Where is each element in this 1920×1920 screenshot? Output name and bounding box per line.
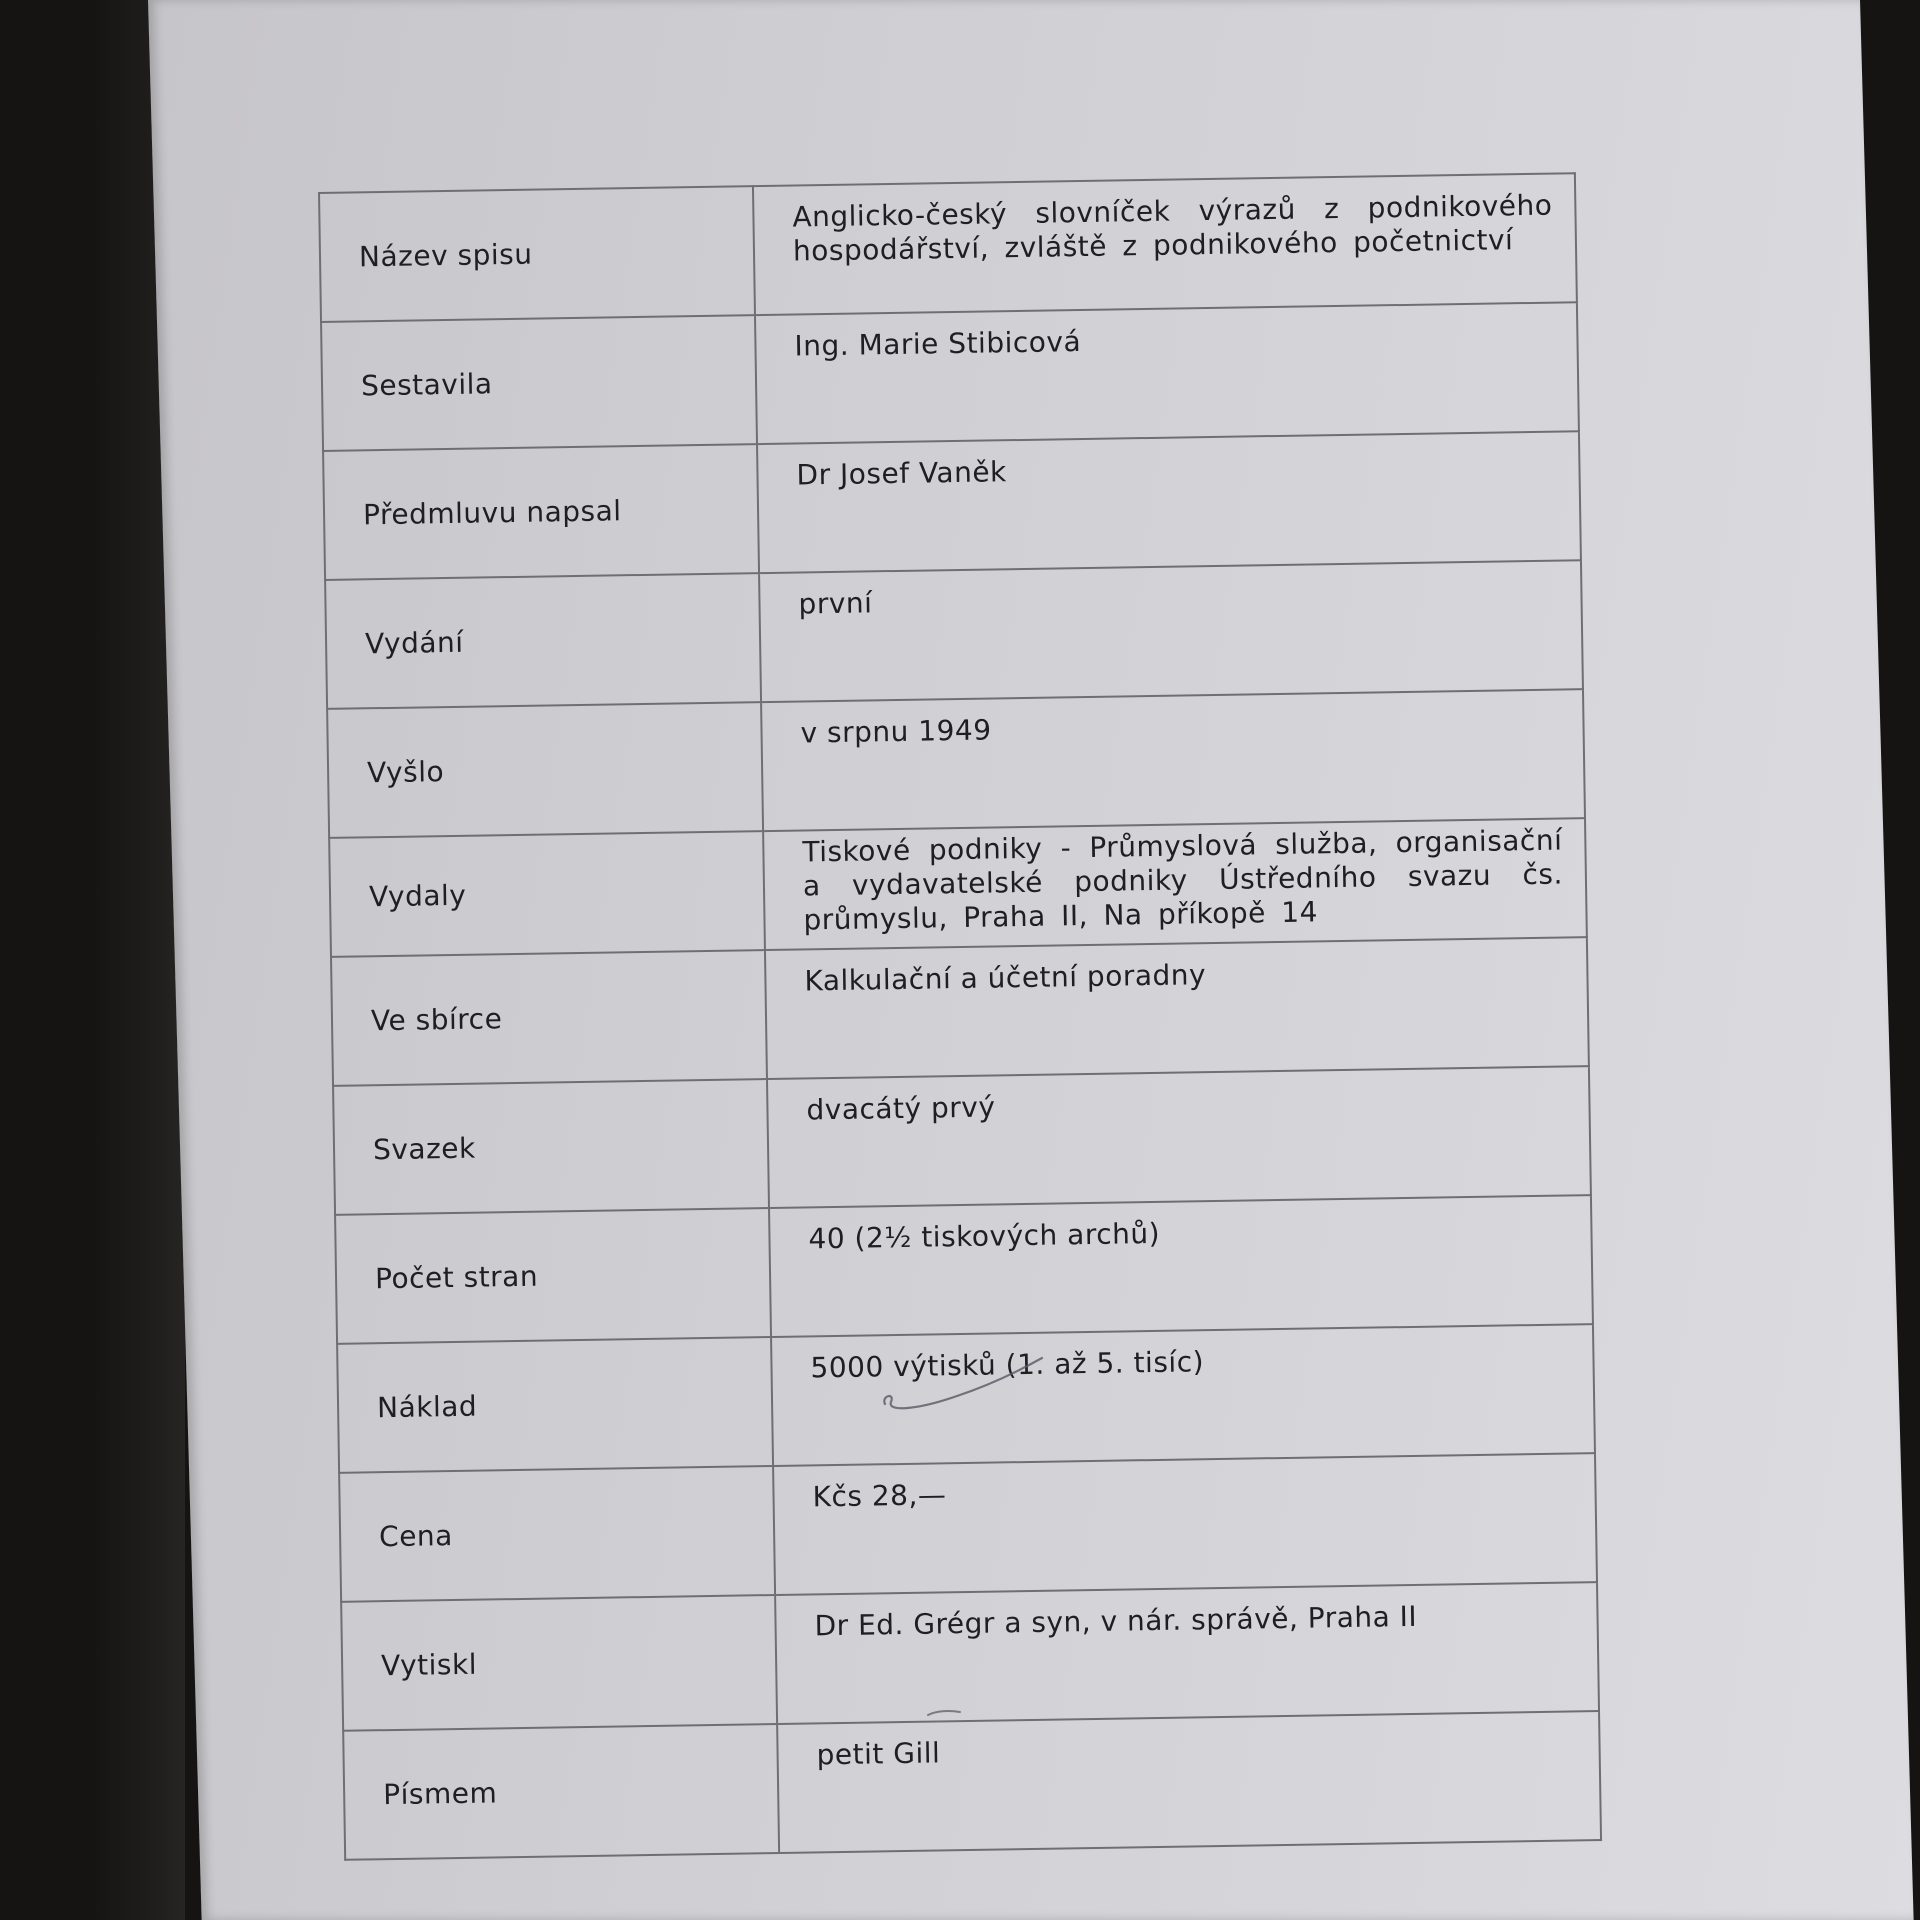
row-label: Sestavila bbox=[321, 315, 757, 451]
row-value: 40 (2½ tiskových archů) bbox=[769, 1195, 1593, 1337]
table-row bbox=[323, 431, 1581, 580]
row-label: Písmem bbox=[343, 1724, 779, 1860]
table-row bbox=[343, 1711, 1601, 1860]
row-label: Ve sbírce bbox=[331, 950, 767, 1086]
table-row bbox=[319, 173, 1577, 322]
row-value: Dr Ed. Grégr a syn, v nár. správě, Praha II bbox=[775, 1582, 1599, 1724]
row-label: Počet stran bbox=[335, 1208, 771, 1344]
table-row bbox=[331, 937, 1589, 1086]
paper-page bbox=[148, 0, 1914, 1920]
row-value: Kalkulační a účetní poradny bbox=[765, 937, 1589, 1079]
table-row bbox=[333, 1066, 1591, 1215]
row-value: Ing. Marie Stibicová bbox=[755, 302, 1579, 444]
row-label: Předmluvu napsal bbox=[323, 444, 759, 580]
pencil-mark bbox=[877, 1352, 1047, 1422]
row-label: Vyšlo bbox=[327, 702, 763, 838]
table-row bbox=[335, 1195, 1593, 1344]
table-row bbox=[341, 1582, 1599, 1731]
table-row bbox=[321, 302, 1579, 451]
row-label: Vytiskl bbox=[341, 1595, 777, 1731]
row-value: Anglicko-český slovníček výrazů z podnikového hospodářství, zvláště z podnikového početnictví bbox=[753, 173, 1577, 315]
row-value: Tiskové podniky - Průmyslová služba, organisační a vydavatelské podniky Ústředního svazu čs. průmyslu, Praha II, Na příkopě 14 bbox=[763, 818, 1587, 950]
stray-mark bbox=[926, 1708, 962, 1718]
table-row bbox=[327, 689, 1585, 838]
table-row bbox=[325, 560, 1583, 709]
row-value: Kčs 28,— bbox=[773, 1453, 1597, 1595]
row-label: Svazek bbox=[333, 1079, 769, 1215]
row-value: první bbox=[759, 560, 1583, 702]
row-label: Náklad bbox=[337, 1337, 773, 1473]
row-value: 5000 výtisků (1. až 5. tisíc) bbox=[771, 1324, 1595, 1466]
row-value: dvacátý prvý bbox=[767, 1066, 1591, 1208]
colophon-table bbox=[318, 172, 1602, 1861]
row-value: v srpnu 1949 bbox=[761, 689, 1585, 831]
row-value: Dr Josef Vaněk bbox=[757, 431, 1581, 573]
row-value: petit Gill bbox=[777, 1711, 1601, 1853]
row-label: Vydání bbox=[325, 573, 761, 709]
colophon-table-wrap bbox=[318, 172, 1599, 1812]
row-label: Cena bbox=[339, 1466, 775, 1602]
row-label: Vydaly bbox=[329, 831, 765, 957]
row-label: Název spisu bbox=[319, 186, 755, 322]
table-row bbox=[339, 1453, 1597, 1602]
table-row bbox=[329, 818, 1587, 957]
